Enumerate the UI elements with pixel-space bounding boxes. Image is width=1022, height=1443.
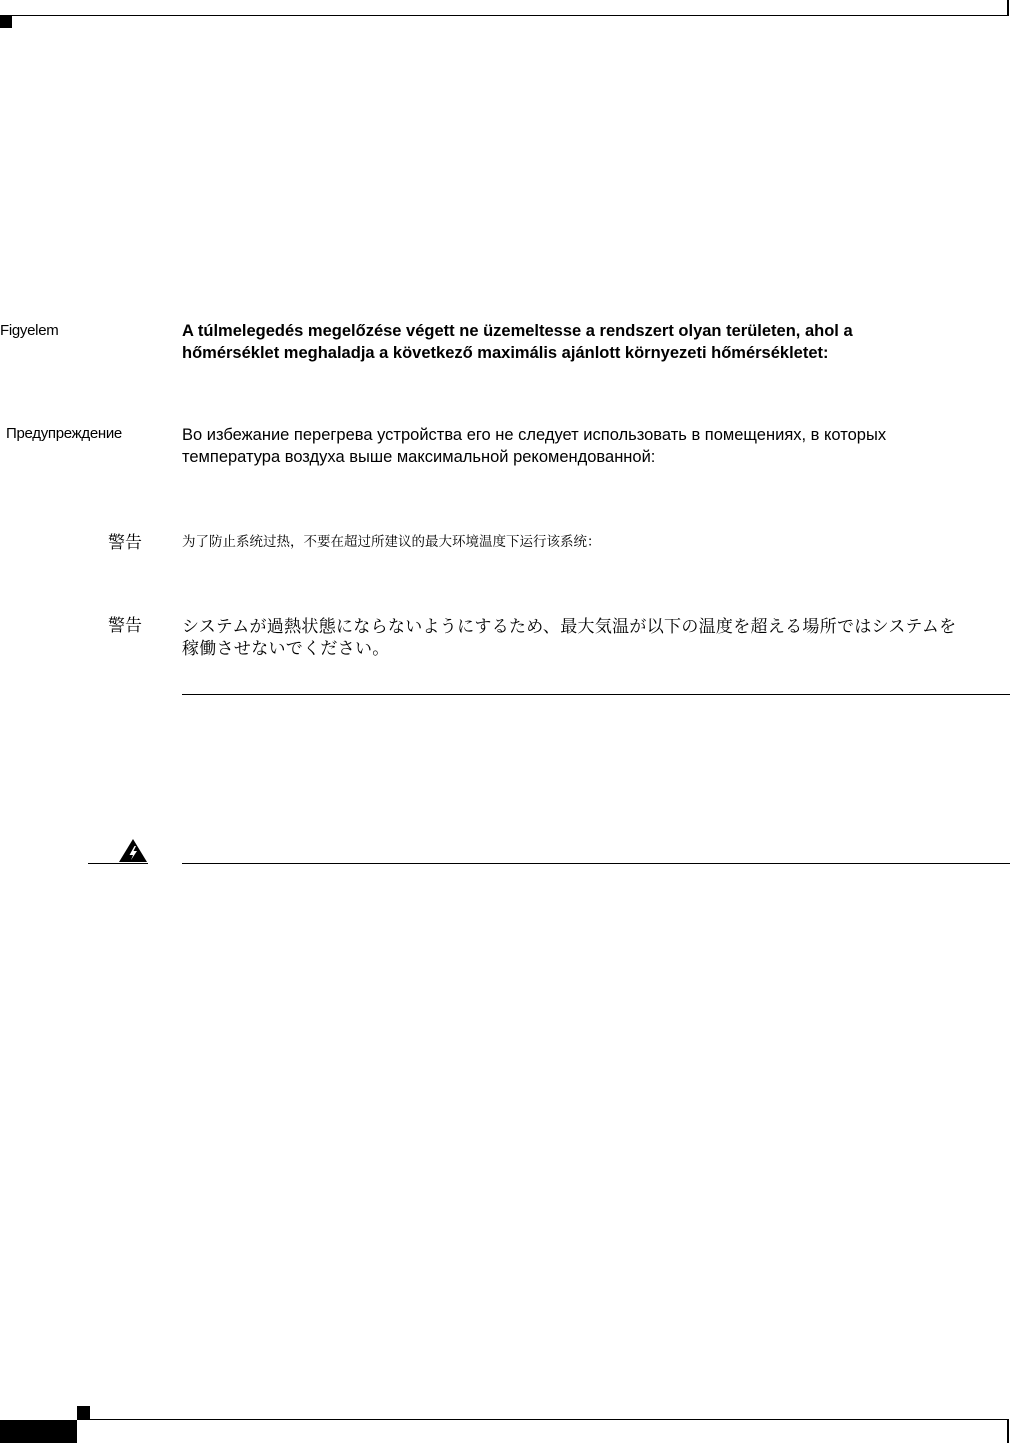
warning-label-russian: Предупреждение xyxy=(6,425,122,442)
warning-triangle-icon xyxy=(117,837,149,863)
warning-section-rule xyxy=(182,863,1010,864)
warning-line: 为了防止系统过热，不要在超过所建议的最大环境温度下运行该系统： xyxy=(182,534,601,549)
header-marker xyxy=(0,16,12,28)
warning-icon-rule xyxy=(88,863,148,864)
warning-text-japanese xyxy=(182,616,1012,660)
warning-label-japanese: 警告 xyxy=(108,616,142,636)
footer-marker xyxy=(77,1406,90,1419)
warning-line: 稼働させないでください。 xyxy=(182,639,390,658)
warning-label-hungarian: Figyelem xyxy=(0,322,59,339)
warning-line: A túlmelegedés megelőzése végett ne üzemeltesse a rendszert olyan területen, ahol a xyxy=(182,322,853,340)
footer-rule xyxy=(77,1419,1009,1420)
statement-end-rule xyxy=(182,694,1010,695)
footer-block xyxy=(0,1420,77,1443)
header-crop-mark xyxy=(1007,0,1009,16)
warning-text-russian xyxy=(182,424,1012,468)
footer-crop-mark xyxy=(1007,1419,1009,1443)
warning-label-chinese: 警告 xyxy=(108,533,142,553)
warning-line: hőmérséklet meghaladja a következő maximális ajánlott környezeti hőmérsékletet: xyxy=(182,344,829,362)
warning-text-chinese xyxy=(182,532,1012,552)
warning-line: температура воздуха выше максимальной рекомендованной: xyxy=(182,448,656,466)
warning-line: Во избежание перегрева устройства его не следует использовать в помещениях, в которых xyxy=(182,426,887,444)
warning-text-hungarian xyxy=(182,320,1012,364)
warning-line: システムが過熱状態にならないようにするため、最大気温が以下の温度を超える場所ではシステムを xyxy=(182,617,957,636)
header-rule xyxy=(0,15,1008,16)
